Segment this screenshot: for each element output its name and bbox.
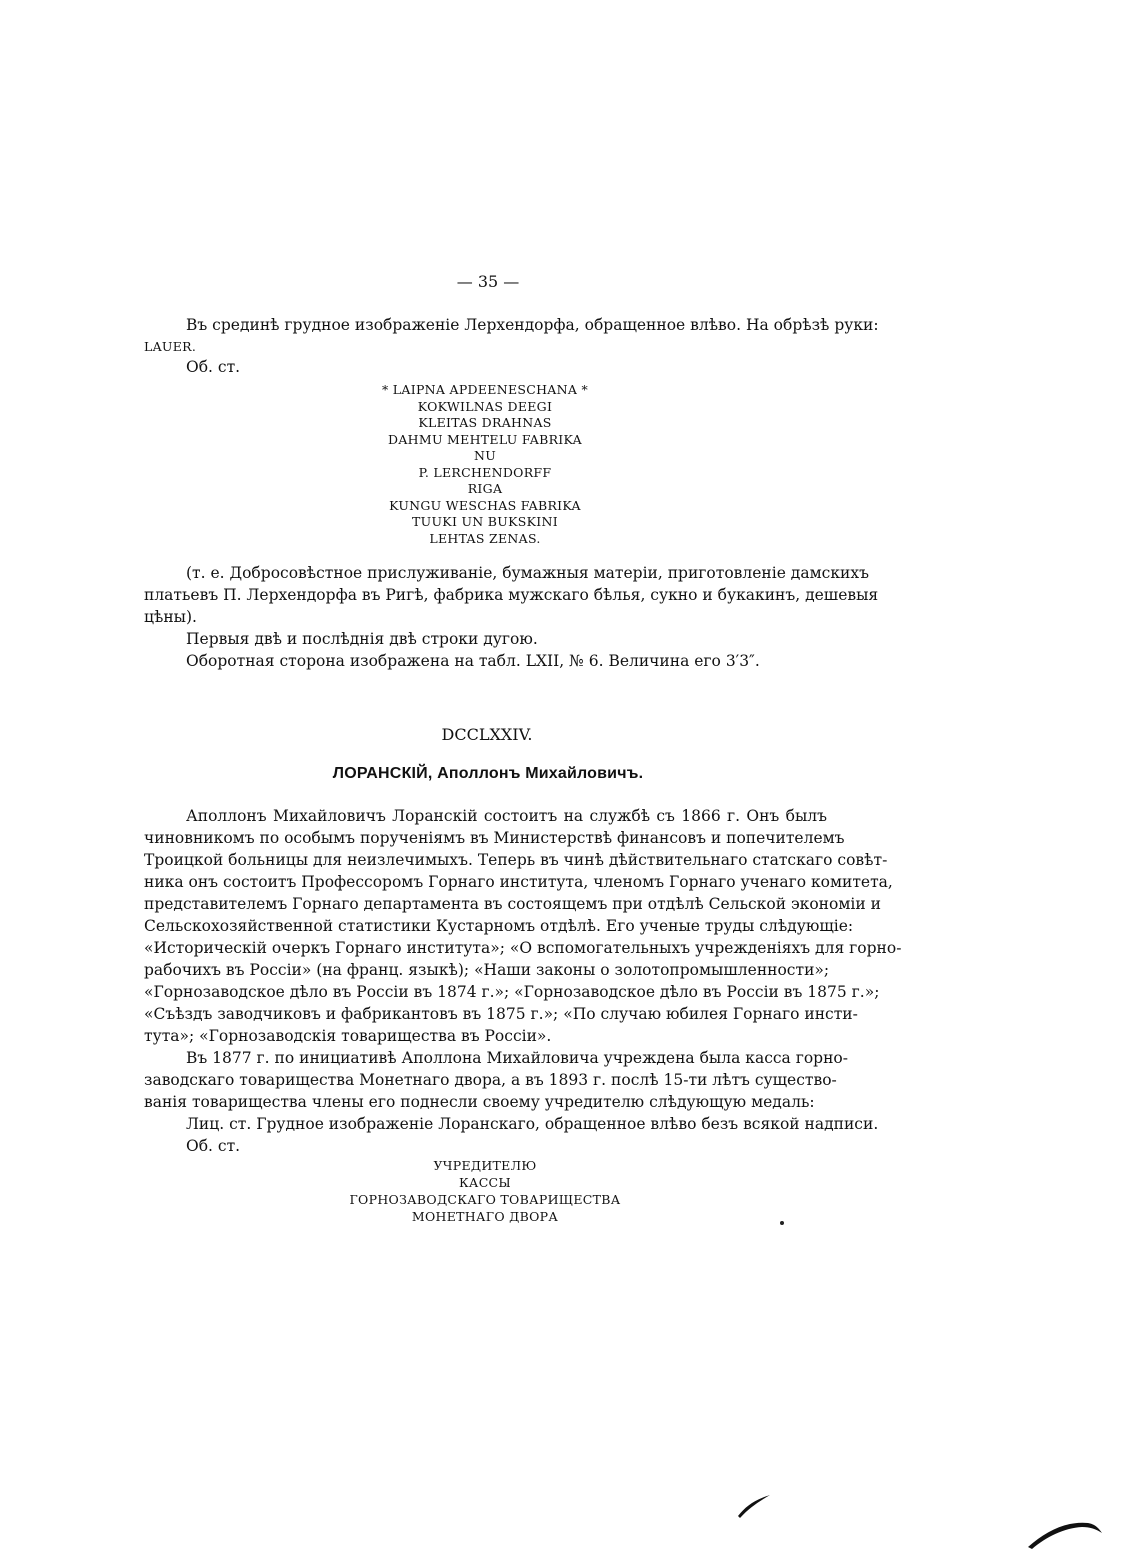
text-line: цѣны). — [144, 608, 197, 626]
fund-paragraph — [144, 1047, 879, 1157]
text-line: рабочихъ въ Россіи» (на франц. языкѣ); «Наши законы о золотопромышленности»; — [144, 961, 830, 979]
inscription-line: KOKWILNAS DEEGI — [417, 398, 553, 414]
section-title: ЛОРАНСКІЙ, Аполлонъ Михайловичъ. — [332, 765, 644, 782]
reverse-label: Об. ст. — [186, 358, 241, 376]
note-line: Первыя двѣ и послѣднія двѣ строки дугою. — [186, 630, 538, 648]
text-line: заводскаго товарищества Монетнаго двора, а въ 1893 г. послѣ 15-ти лѣтъ существо- — [144, 1071, 837, 1089]
inscription-line: DAHMU MEHTELU FABRIKA — [388, 431, 582, 447]
biography-paragraph — [144, 805, 902, 1047]
text-line: Въ срединѣ грудное изображеніе Лерхендорфа, обращенное влѣво. На обрѣзѣ руки: — [186, 316, 879, 334]
inscription-line: KUNGU WESCHAS FABRIKA — [389, 497, 581, 513]
inscription-line: TUUKI UN BUKSKINI — [412, 514, 558, 529]
inscription-line: KLEITAS DRAHNAS — [418, 415, 552, 430]
text-line: представителемъ Горнаго департамента въ состоящемъ при отдѣлѣ Сельской экономіи и — [144, 895, 881, 913]
text-line: «Горнозаводское дѣло въ Россіи въ 1874 г.»; «Горнозаводское дѣло въ Россіи въ 1875 г.»; — [144, 983, 880, 1001]
inscription-line: RIGA — [467, 481, 503, 496]
page-number: — 35 — — [456, 272, 520, 291]
inscription-line: P. LERCHENDORFF — [418, 464, 552, 480]
inscription-line: LEHTAS ZENAS. — [429, 530, 541, 546]
text-line: «Съѣздъ заводчиковъ и фабрикантовъ въ 1875 г.»; «По случаю юбилея Горнаго инсти- — [144, 1005, 858, 1023]
text-line: тута»; «Горнозаводскія товарищества въ Россіи». — [144, 1027, 552, 1045]
reverse-label: Об. ст. — [186, 1137, 241, 1155]
text-line: ванія товарищества члены его поднесли своему учредителю слѣдующую медаль: — [144, 1093, 815, 1111]
note-line: Оборотная сторона изображена на табл. LXII, № 6. Величина его 3′3″. — [186, 652, 760, 670]
text-line: Аполлонъ Михайловичъ Лоранскій состоитъ на службѣ съ 1866 г. Онъ былъ — [186, 807, 827, 825]
translation-paragraph — [144, 562, 879, 672]
inscription-line: * LAIPNA APDEENESCHANA * — [381, 382, 589, 397]
latvian-inscription — [0, 382, 970, 547]
ink-stroke-icon — [1026, 1515, 1106, 1551]
text-line: чиновникомъ по особымъ порученіямъ въ Министерствѣ финансовъ и попечителемъ — [144, 829, 845, 847]
text-line: LAUER. — [144, 339, 197, 354]
text-line: (т. е. Добросовѣстное прислуживаніе, бумажныя матеріи, приготовленіе дамскихъ — [186, 564, 869, 582]
inscription-line: NU — [473, 448, 497, 463]
text-line: «Историческій очеркъ Горнаго института»; «О вспомогательныхъ учрежденіяхъ для горно- — [144, 939, 902, 957]
ink-mark-icon — [736, 1492, 776, 1520]
text-line: Троицкой больницы для неизлечимыхъ. Теперь въ чинѣ дѣйствительнаго статскаго совѣт- — [144, 851, 888, 869]
text-line: ника онъ состоитъ Профессоромъ Горнаго института, членомъ Горнаго ученаго комитета, — [144, 873, 893, 891]
inscription-line: УЧРЕДИТЕЛЮ — [433, 1158, 537, 1173]
intro-paragraph — [144, 314, 879, 358]
inscription-line: КАССЫ — [458, 1175, 512, 1190]
speck-icon — [778, 1219, 786, 1227]
inscription-line: ГОРНОЗАВОДСКАГО ТОВАРИЩЕСТВА — [349, 1192, 621, 1207]
medal-inscription — [0, 1157, 970, 1225]
text-line: Въ 1877 г. по инициативѣ Аполлона Михайловича учреждена была касса горно- — [186, 1049, 848, 1067]
inscription-line: МОНЕТНАГО ДВОРА — [411, 1209, 559, 1224]
text-line: платьевъ П. Лерхендорфа въ Ригѣ, фабрика мужскаго бѣлья, сукно и букакинъ, дешевыя — [144, 586, 879, 604]
obverse-line: Лиц. ст. Грудное изображеніе Лоранскаго, обращенное влѣво безъ всякой надписи. — [186, 1115, 879, 1133]
text-line: Сельскохозяйственной статистики Кустарномъ отдѣлѣ. Его ученые труды слѣдующіе: — [144, 917, 854, 935]
section-number: DCCLXXIV. — [441, 725, 533, 744]
